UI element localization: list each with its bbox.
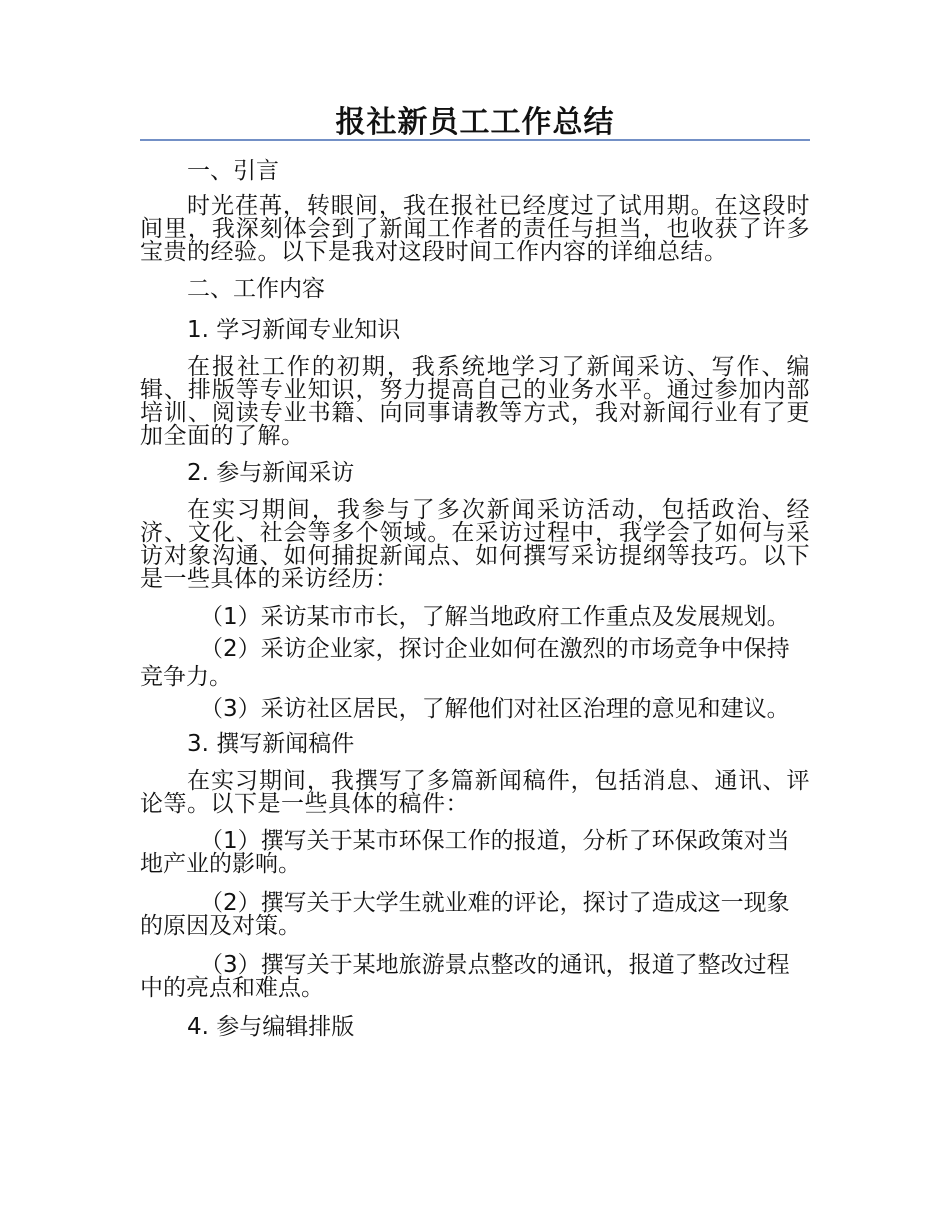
list-item: （1）采访某市市长，了解当地政府工作重点及发展规划。 [200, 604, 790, 630]
document-title: 报社新员工工作总结 [335, 105, 615, 140]
list-item: （3）撰写关于某地旅游景点整改的通讯，报道了整改过程中的亮点和难点。 [140, 952, 790, 1001]
list-item: （2）采访企业家，探讨企业如何在激烈的市场竞争中保持竞争力。 [140, 636, 790, 690]
list-item: （3）采访社区居民，了解他们对社区治理的意见和建议。 [200, 696, 790, 722]
title-underline [140, 139, 810, 141]
list-item: （2）撰写关于大学生就业难的评论，探讨了造成这一现象的原因及对策。 [140, 890, 790, 939]
subsection-3-paragraph: 在实习期间，我撰写了多篇新闻稿件，包括消息、通讯、评论等。以下是一些具体的稿件： [140, 768, 810, 817]
subsection-2-paragraph: 在实习期间，我参与了多次新闻采访活动，包括政治、经济、文化、社会等多个领域。在采访过程中，我学会了如何与采访对象沟通、如何捕捉新闻点、如何撰写采访提纲等技巧。以下是一些具体的采访经历： [140, 497, 810, 592]
subsection-heading-3: 3. 撰写新闻稿件 [187, 731, 355, 757]
subsection-heading-4: 4. 参与编辑排版 [187, 1014, 355, 1040]
section-heading-work: 二、工作内容 [187, 276, 325, 302]
list-item: （1）撰写关于某市环保工作的报道，分析了环保政策对当地产业的影响。 [140, 828, 790, 877]
section-heading-intro: 一、引言 [187, 158, 279, 184]
subsection-1-paragraph: 在报社工作的初期，我系统地学习了新闻采访、写作、编辑、排版等专业知识，努力提高自己的业务水平。通过参加内部培训、阅读专业书籍、向同事请教等方式，我对新闻行业有了更加全面的了解。 [140, 354, 810, 449]
subsection-heading-2: 2. 参与新闻采访 [187, 460, 355, 486]
subsection-heading-1: 1. 学习新闻专业知识 [187, 317, 401, 343]
intro-paragraph: 时光荏苒，转眼间，我在报社已经度过了试用期。在这段时间里，我深刻体会到了新闻工作者的责任与担当，也收获了许多宝贵的经验。以下是我对这段时间工作内容的详细总结。 [140, 193, 810, 265]
document-body [140, 154, 810, 1046]
